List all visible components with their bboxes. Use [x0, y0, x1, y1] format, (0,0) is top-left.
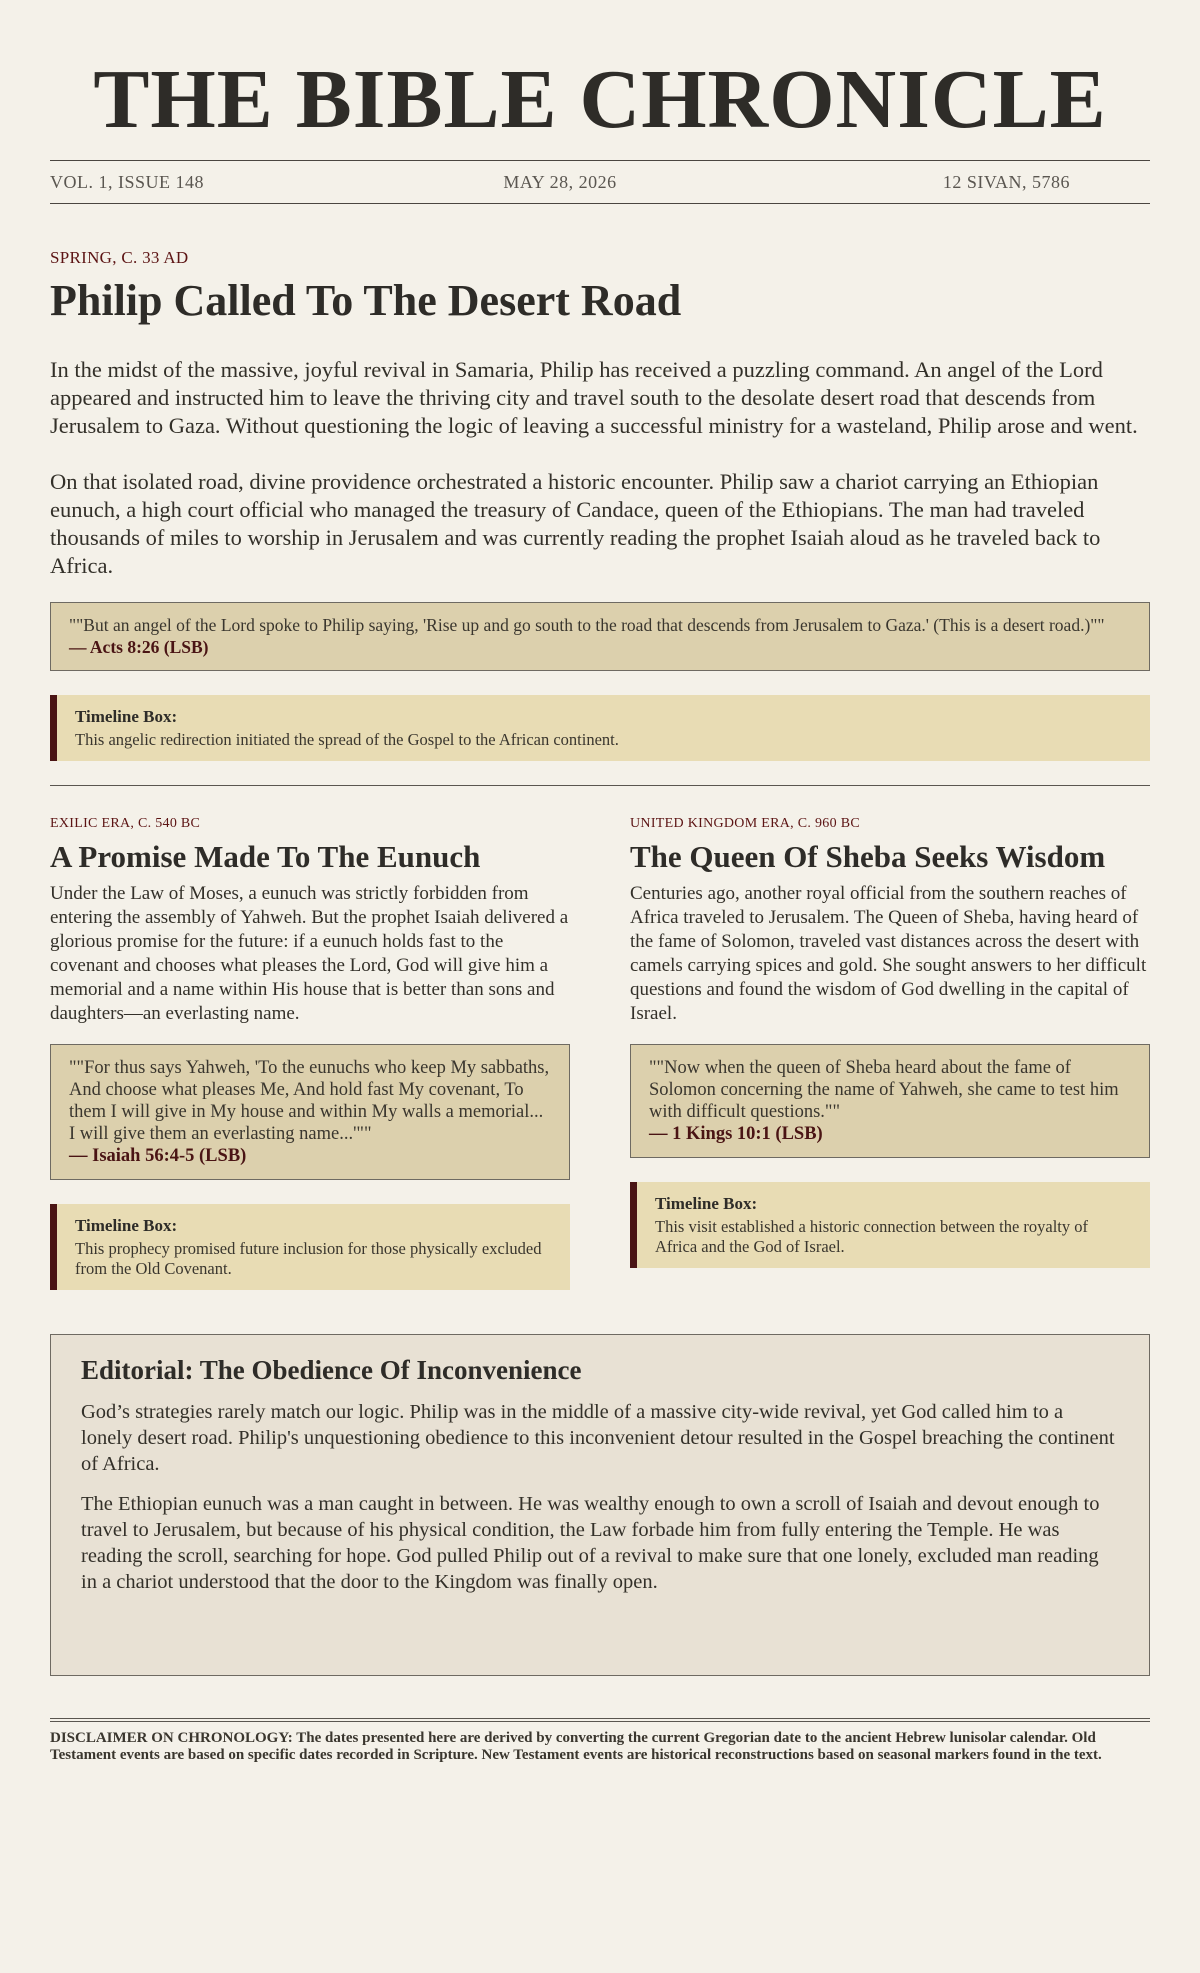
editorial-title: Editorial: The Obedience Of Inconvenience [81, 1355, 582, 1385]
dateline [50, 160, 1150, 204]
timeline-text: This angelic redirection initiated the spread of the Gospel to the African continent. [75, 730, 619, 749]
publication-date: MAY 28, 2026 [503, 171, 617, 192]
scripture-text: ""Now when the queen of Sheba heard about the fame of Solomon concerning the name of Yahweh, she came to test him with difficult questions."" [649, 1058, 1119, 1122]
editorial-box [50, 1334, 1150, 1676]
timeline-text: This visit established a historic connection between the royalty of Africa and the God of Israel. [655, 1217, 1089, 1256]
right-column-article [630, 816, 1150, 1290]
timeline-text: This prophecy promised future inclusion for those physically excluded from the Old Covenant. [75, 1239, 542, 1278]
timeline-title: Timeline Box: [75, 1216, 178, 1235]
lead-paragraph: In the midst of the massive, joyful revival in Samaria, Philip has received a puzzling command. An angel of the Lord appeared and instructed him to leave the thriving city and travel south to the desolate desert road that descends from Jerusalem to Gaza. Without questioning the logic of leaving a successful ministry for a wasteland, Philip arose and went. [50, 357, 1138, 438]
scripture-reference: — Acts 8:26 (LSB) [69, 637, 209, 657]
article-kicker: UNITED KINGDOM ERA, C. 960 BC [630, 816, 860, 831]
timeline-title: Timeline Box: [75, 707, 178, 726]
editorial-paragraph: The Ethiopian eunuch was a man caught in between. He was wealthy enough to own a scroll of Isaiah and devout enough to travel to Jerusalem, but because of his physical condition, the Law forbade him from fully entering the Temple. He was reading the scroll, searching for hope. God pulled Philip out of a revival to make sure that one lonely, excluded man reading in a chariot understood that the door to the Kingdom was finally open. [81, 1493, 1100, 1593]
scripture-reference: — 1 Kings 10:1 (LSB) [649, 1124, 823, 1144]
newspaper-page [50, 0, 1150, 1764]
article-kicker: EXILIC ERA, C. 540 BC [50, 816, 201, 831]
scripture-text: ""For thus says Yahweh, 'To the eunuchs who keep My sabbaths, And choose what pleases Me, And hold fast My covenant, To them I will give in My house and within My walls a memorial... I will give them an everlasting name...'"" [69, 1058, 550, 1144]
two-column-section [50, 816, 1150, 1290]
timeline-title: Timeline Box: [655, 1194, 758, 1213]
article-headline: The Queen Of Sheba Seeks Wisdom [630, 839, 1106, 874]
scripture-reference: — Isaiah 56:4-5 (LSB) [69, 1146, 247, 1166]
section-divider [50, 785, 1150, 786]
timeline-box [50, 1204, 570, 1290]
editorial-paragraph: God’s strategies rarely match our logic. Philip was in the middle of a massive city-wide revival, yet God called him to a lonely desert road. Philip's unquestioning obedience to this inconvenient detour resulted in the Gospel breaching the continent of Africa. [81, 1401, 1115, 1475]
article-headline: A Promise Made To The Eunuch [50, 839, 481, 874]
lead-body [50, 356, 1150, 580]
lead-kicker: SPRING, C. 33 AD [50, 248, 189, 267]
timeline-box [630, 1182, 1150, 1268]
scripture-quote [50, 602, 1150, 671]
article-body: Under the Law of Moses, a eunuch was strictly forbidden from entering the assembly of Yahweh. But the prophet Isaiah delivered a glorious promise for the future: if a eunuch holds fast to the covenant and chooses what pleases the Lord, God will give him a memorial and a name within His house that is better than sons and daughters—an everlasting name. [50, 883, 569, 1024]
scripture-quote [630, 1044, 1150, 1158]
scripture-text: ""But an angel of the Lord spoke to Philip saying, 'Rise up and go south to the road that descends from Jerusalem to Gaza.' (This is a desert road.)"" [69, 615, 1105, 635]
lead-headline: Philip Called To The Desert Road [50, 276, 682, 325]
scripture-quote [50, 1044, 570, 1180]
lead-article [50, 248, 1150, 761]
hebrew-date: 12 SIVAN, 5786 [942, 171, 1070, 192]
chronology-disclaimer: DISCLAIMER ON CHRONOLOGY: The dates presented here are derived by converting the current Gregorian date to the ancient Hebrew lunisolar calendar. Old Testament events are based on specific dates recorded in Scripture. New Testament events are historical reconstructions based on seasonal markers found in the text. [50, 1718, 1150, 1764]
article-body: Centuries ago, another royal official from the southern reaches of Africa traveled to Jerusalem. The Queen of Sheba, having heard of the fame of Solomon, traveled vast distances across the desert with camels carrying spices and gold. She sought answers to her difficult questions and found the wisdom of God dwelling in the capital of Israel. [630, 883, 1147, 1024]
left-column-article [50, 816, 570, 1290]
volume-issue: VOL. 1, ISSUE 148 [50, 171, 205, 192]
timeline-box [50, 695, 1150, 761]
lead-paragraph: On that isolated road, divine providence orchestrated a historic encounter. Philip saw a chariot carrying an Ethiopian eunuch, a high court official who managed the treasury of Candace, queen of the Ethiopians. The man had traveled thousands of miles to worship in Jerusalem and was currently reading the prophet Isaiah aloud as he traveled back to Africa. [50, 469, 1101, 578]
masthead-title: THE BIBLE CHRONICLE [93, 53, 1107, 146]
